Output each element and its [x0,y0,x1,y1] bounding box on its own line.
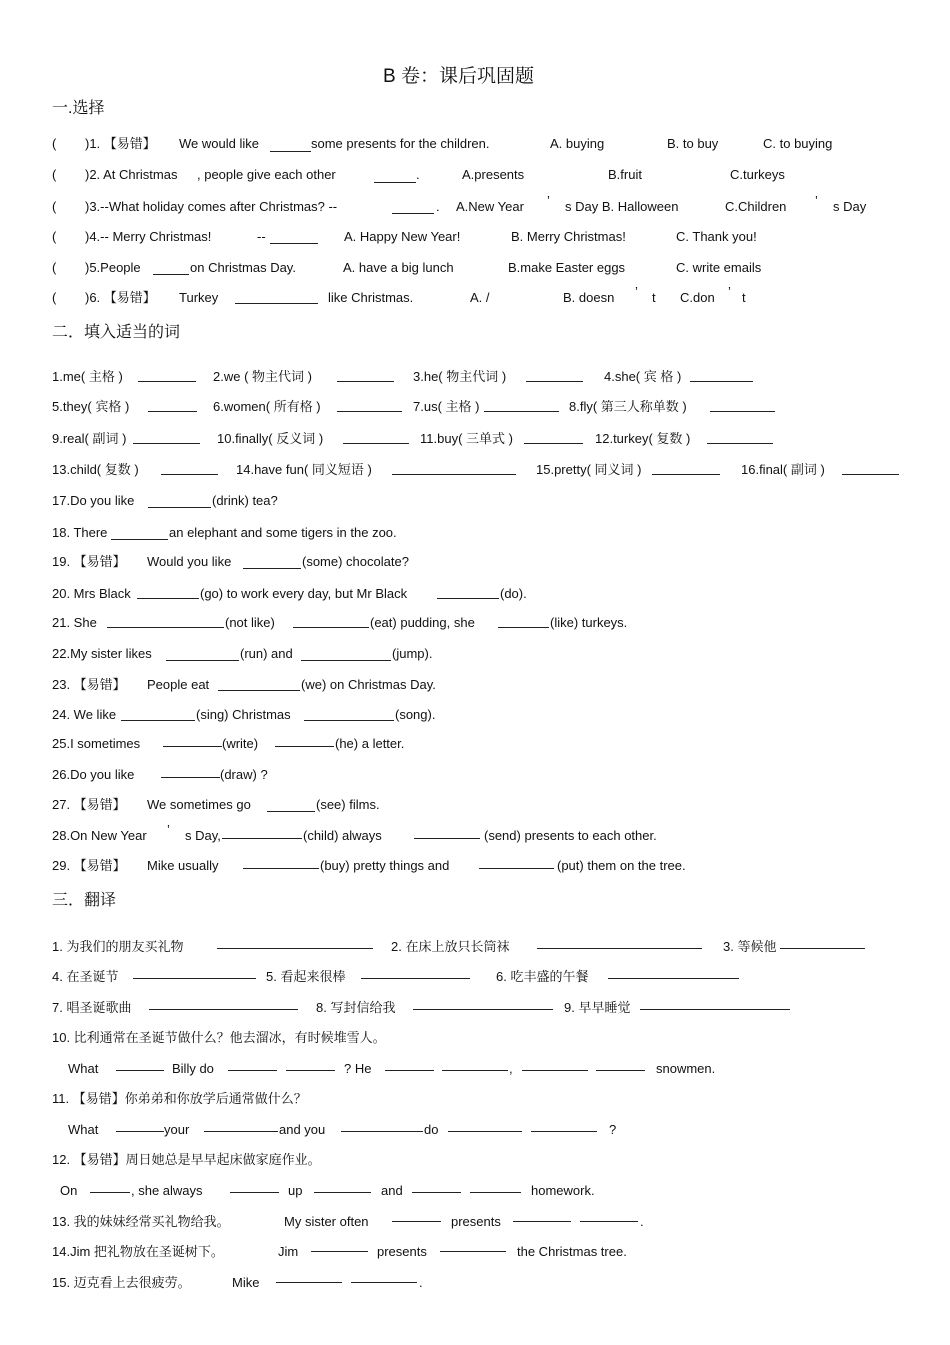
answer-blank[interactable] [526,381,583,382]
word-item: 12.turkey( 复数 ) [595,431,691,446]
answer-blank[interactable] [148,507,211,508]
word-item: 15.pretty( 同义词 ) [536,462,642,477]
answer-blank[interactable] [842,474,899,475]
sentence-word: and you [279,1122,326,1137]
fill-question-text: (jump). [392,646,433,661]
answer-blank[interactable] [90,1192,130,1193]
translate-phrase: 2. 在床上放只长筒袜 [391,939,510,954]
answer-blank[interactable] [524,443,583,444]
answer-blank[interactable] [243,568,301,569]
fill-question-24: 24. We like [52,707,117,722]
answer-blank[interactable] [161,474,218,475]
fill-question-text: We sometimes go [147,797,251,812]
question-number: )1. 【易错】 [85,136,156,151]
answer-blank[interactable] [153,274,189,275]
answer-blank[interactable] [166,660,239,661]
answer-blank[interactable] [133,443,200,444]
word-item: 6.women( 所有格 ) [213,399,321,414]
fill-question-text: (run) and [240,646,293,661]
answer-blank[interactable] [341,1131,423,1132]
answer-blank[interactable] [437,598,499,599]
answer-paren: ( [52,290,57,305]
translate-phrase: 8. 写封信给我 [316,1000,396,1015]
question-text: . [416,167,420,182]
answer-blank[interactable] [235,303,318,304]
sentence-word: presents [451,1214,501,1229]
answer-blank[interactable] [337,411,402,412]
answer-blank[interactable] [780,948,865,949]
sentence-word: My sister often [284,1214,369,1229]
translate-question-10: 10. 比利通常在圣诞节做什么？他去溜冰，有时候堆雪人。 [52,1030,386,1045]
answer-paren: ( [52,229,57,244]
option-c: C.Children [725,199,787,214]
fill-question-29: 29. 【易错】 [52,858,126,873]
apostrophe: ’ [167,822,170,837]
sentence-word: your [164,1122,190,1137]
answer-blank[interactable] [392,213,434,214]
word-item: 5.they( 宾格 ) [52,399,130,414]
apostrophe: ’ [547,193,550,208]
sentence-word: and [381,1183,403,1198]
fill-question-27: 27. 【易错】 [52,797,126,812]
answer-blank[interactable] [374,182,416,183]
sentence-word: , she always [131,1183,203,1198]
fill-question-text: s Day, [185,828,221,843]
answer-blank[interactable] [596,1070,645,1071]
translate-phrase: 1. 为我们的朋友买礼物 [52,939,184,954]
fill-question-text: (eat) pudding, she [370,615,475,630]
option-c: C. Thank you! [676,229,757,244]
answer-blank[interactable] [531,1131,597,1132]
sentence-word: ? [609,1122,617,1137]
word-item: 4.she( 宾 格 ) [604,369,682,384]
translate-question-11: 11. 【易错】你弟弟和你放学后通常做什么？ [52,1091,307,1106]
fill-question-26: 26.Do you like [52,767,135,782]
option-b: B.fruit [608,167,642,182]
answer-blank[interactable] [314,1192,371,1193]
answer-blank[interactable] [204,1131,278,1132]
translate-question-12: 12. 【易错】周日她总是早早起床做家庭作业。 [52,1152,321,1167]
question-text: . [436,199,440,214]
answer-blank[interactable] [301,660,391,661]
fill-question-text: (buy) pretty things and [320,858,450,873]
translate-phrase: 7. 唱圣诞歌曲 [52,1000,132,1015]
answer-blank[interactable] [217,948,373,949]
word-item: 1.me( 主格 ) [52,369,123,384]
answer-blank[interactable] [267,811,315,812]
answer-blank[interactable] [385,1070,434,1071]
option-c: C.don [680,290,715,305]
sentence-word: What [68,1122,99,1137]
question-text: some presents for the children. [311,136,490,151]
fill-question-text: an elephant and some tigers in the zoo. [169,525,397,540]
fill-question-text: (we) on Christmas Day. [301,677,436,692]
sentence-word: do [424,1122,439,1137]
answer-paren: ( [52,167,57,182]
sentence-word: snowmen. [656,1061,716,1076]
answer-blank[interactable] [448,1131,522,1132]
word-item: 2.we ( 物主代词 ) [213,369,312,384]
answer-blank[interactable] [116,1070,164,1071]
word-item: 13.child( 复数 ) [52,462,139,477]
answer-blank[interactable] [361,978,470,979]
sentence-word: Billy do [172,1061,214,1076]
sentence-word: the Christmas tree. [517,1244,627,1259]
option-c: C. to buying [763,136,833,151]
answer-blank[interactable] [640,1009,790,1010]
answer-blank[interactable] [522,1070,588,1071]
option-c: C.turkeys [730,167,785,182]
sentence-word: On [60,1183,78,1198]
question-number: )3.--What holiday comes after Christmas? -- [85,199,338,214]
sentence-word: What [68,1061,99,1076]
question-text: , people give each other [197,167,336,182]
fill-question-21: 21. She [52,615,97,630]
option-a: A. have a big lunch [343,260,454,275]
fill-question-text: (he) a letter. [335,736,405,751]
fill-question-20: 20. Mrs Black [52,586,131,601]
fill-question-text: (put) them on the tree. [557,858,686,873]
answer-blank[interactable] [440,1251,506,1252]
sentence-word: ? He [344,1061,372,1076]
option-c-suffix: t [742,290,746,305]
answer-paren: ( [52,136,57,151]
fill-question-text: (child) always [303,828,382,843]
answer-blank[interactable] [121,720,195,721]
sentence-word: . [640,1214,644,1229]
option-a: A. buying [550,136,605,151]
answer-blank[interactable] [286,1070,335,1071]
translate-question-15: 15. 迈克看上去很疲劳。 [52,1275,191,1290]
answer-blank[interactable] [149,1009,298,1010]
answer-blank[interactable] [413,1009,553,1010]
question-number: )6. 【易错】 [85,290,156,305]
answer-blank[interactable] [138,381,196,382]
option-b: B. to buy [667,136,719,151]
answer-blank[interactable] [414,838,480,839]
page-title: B 卷：课后巩固题 [383,66,534,87]
answer-paren: ( [52,199,57,214]
option-b-suffix: t [652,290,656,305]
answer-blank[interactable] [479,868,554,869]
fill-question-text: (some) chocolate? [302,554,409,569]
fill-question-22: 22.My sister likes [52,646,152,661]
answer-blank[interactable] [710,411,775,412]
word-item: 3.he( 物主代词 ) [413,369,507,384]
word-item: 14.have fun( 同义短语 ) [236,462,372,477]
answer-blank[interactable] [484,411,559,412]
question-text: -- [257,229,266,244]
fill-question-text: (send) presents to each other. [484,828,657,843]
option-a: A.New Year [456,199,524,214]
fill-question-17: 17.Do you like [52,493,135,508]
sentence-word: , [509,1061,513,1076]
answer-blank[interactable] [304,720,394,721]
answer-blank[interactable] [270,151,311,152]
fill-question-text: (go) to work every day, but Mr Black [200,586,408,601]
answer-blank[interactable] [412,1192,461,1193]
word-item: 8.fly( 第三人称单数 ) [569,399,687,414]
translate-phrase: 5. 看起来很棒 [266,969,346,984]
answer-blank[interactable] [513,1221,571,1222]
fill-question-text: (sing) Christmas [196,707,291,722]
fill-question-text: Would you like [147,554,232,569]
fill-question-18: 18. There [52,525,108,540]
option-b: B.make Easter eggs [508,260,626,275]
answer-blank[interactable] [392,1221,441,1222]
word-item: 7.us( 主格 ) [413,399,480,414]
fill-question-text: (like) turkeys. [550,615,628,630]
section-heading-fill: 二．填入适当的词 [52,324,181,341]
fill-question-text: People eat [147,677,210,692]
answer-blank[interactable] [148,411,197,412]
answer-blank[interactable] [343,443,409,444]
option-c-suffix: s Day [833,199,867,214]
answer-blank[interactable] [337,381,394,382]
fill-question-text: (song). [395,707,436,722]
option-b: B. doesn [563,290,615,305]
word-item: 11.buy( 三单式 ) [420,431,513,446]
answer-blank[interactable] [311,1251,368,1252]
section-heading-choice: 一.选择 [52,100,105,117]
option-a: A.presents [462,167,525,182]
sentence-word: Mike [232,1275,260,1290]
option-b: s Day B. Halloween [565,199,679,214]
answer-blank[interactable] [270,243,318,244]
question-text: on Christmas Day. [190,260,296,275]
answer-blank[interactable] [218,690,300,691]
answer-blank[interactable] [116,1131,164,1132]
answer-blank[interactable] [228,1070,277,1071]
fill-question-text: (do). [500,586,527,601]
answer-blank[interactable] [111,539,168,540]
answer-blank[interactable] [351,1282,417,1283]
fill-question-text: (not like) [225,615,275,630]
sentence-word: Jim [278,1244,299,1259]
apostrophe: ’ [815,193,818,208]
translate-question-13: 13. 我的妹妹经常买礼物给我。 [52,1214,230,1229]
answer-blank[interactable] [222,838,302,839]
apostrophe: ’ [635,284,638,299]
word-item: 16.final( 副词 ) [741,462,825,477]
translate-phrase: 3. 等候他 [723,939,777,954]
answer-blank[interactable] [652,474,720,475]
sentence-word: homework. [531,1183,595,1198]
option-a: A. / [470,290,490,305]
fill-question-28: 28.On New Year [52,828,147,843]
fill-question-25: 25.I sometimes [52,736,141,751]
answer-blank[interactable] [690,381,753,382]
answer-blank[interactable] [537,948,702,949]
translate-question-14: 14.Jim 把礼物放在圣诞树下。 [52,1244,224,1259]
fill-question-text: (draw) ? [220,767,268,782]
fill-question-text: Mike usually [147,858,219,873]
answer-blank[interactable] [137,598,199,599]
answer-blank[interactable] [608,978,739,979]
translate-phrase: 4. 在圣诞节 [52,969,119,984]
fill-question-text: (see) films. [316,797,380,812]
answer-blank[interactable] [470,1192,521,1193]
word-item: 10.finally( 反义词 ) [217,431,324,446]
apostrophe: ’ [728,284,731,299]
translate-phrase: 9. 早早睡觉 [564,1000,631,1015]
section-heading-translate: 三．翻译 [52,892,117,909]
answer-blank[interactable] [392,474,516,475]
sentence-word: up [288,1183,303,1198]
fill-question-text: (write) [222,736,259,751]
answer-blank[interactable] [107,627,224,628]
question-text: like Christmas. [328,290,414,305]
answer-blank[interactable] [161,777,220,778]
answer-blank[interactable] [275,746,334,747]
question-number: )2. At Christmas [85,167,178,182]
answer-paren: ( [52,260,57,275]
answer-blank[interactable] [293,627,369,628]
question-text: Turkey [179,290,219,305]
answer-blank[interactable] [498,627,549,628]
answer-blank[interactable] [276,1282,342,1283]
answer-blank[interactable] [163,746,222,747]
fill-question-text: (drink) tea? [212,493,278,508]
answer-blank[interactable] [133,978,256,979]
answer-blank[interactable] [442,1070,508,1071]
fill-question-23: 23. 【易错】 [52,677,126,692]
word-item: 9.real( 副词 ) [52,431,127,446]
answer-blank[interactable] [243,868,319,869]
option-a: A. Happy New Year! [344,229,461,244]
answer-blank[interactable] [580,1221,638,1222]
sentence-word: . [419,1275,423,1290]
answer-blank[interactable] [230,1192,279,1193]
question-text: We would like [179,136,259,151]
sentence-word: presents [377,1244,427,1259]
translate-phrase: 6. 吃丰盛的午餐 [496,969,589,984]
option-c: C. write emails [676,260,762,275]
option-b: B. Merry Christmas! [511,229,626,244]
fill-question-19: 19. 【易错】 [52,554,126,569]
question-number: )4.-- Merry Christmas! [85,229,212,244]
question-number: )5.People [85,260,141,275]
answer-blank[interactable] [707,443,773,444]
